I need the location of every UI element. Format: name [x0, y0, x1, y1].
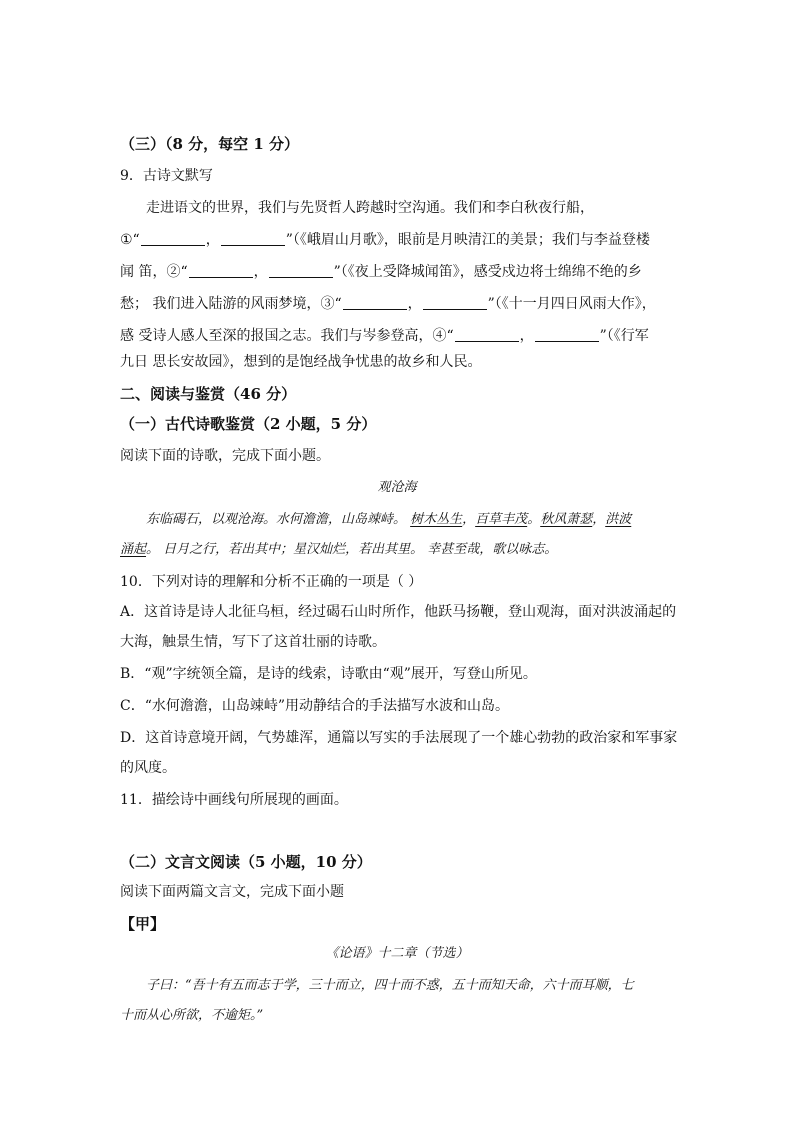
- answer-blank[interactable]: [189, 263, 253, 278]
- option-d-cont: 的风度。: [120, 760, 176, 776]
- underlined-phrase: 百草丰茂: [475, 512, 528, 527]
- question-title: 9．古诗文默写: [120, 168, 213, 184]
- text-title: 《论语》十二章（节选）: [325, 946, 469, 961]
- instruction-text: 阅读下面两篇文言文，完成下面小题: [120, 884, 344, 900]
- poem-line-1: 东临碣石，以观沧海。水何澹澹，山岛竦峙。 树木丛生，百草丰茂。秋风萧瑟，洪波: [146, 512, 632, 527]
- subsection-heading: （一）古代诗歌鉴赏（2 小题，5 分）: [120, 415, 377, 433]
- answer-blank[interactable]: [141, 231, 205, 246]
- option-a: A．这首诗是诗人北征乌桓，经过碣石山时所作，他跃马扬鞭，登山观海，面对洪波涌起的: [120, 604, 677, 620]
- option-c: C．“水何澹澹，山岛竦峙”用动静结合的手法描写水波和山岛。: [120, 698, 510, 714]
- subsection-heading: （二）文言文阅读（5 小题，10 分）: [120, 853, 372, 871]
- instruction-text: 阅读下面的诗歌，完成下面小题。: [120, 448, 330, 464]
- paragraph-text: 九日 思长安故园》，想到的是饱经战争忧患的故乡和人民。: [120, 354, 482, 370]
- underlined-phrase: 秋风萧瑟: [540, 512, 593, 527]
- text-line-1: 子曰：“吾十有五而志于学，三十而立，四十而不惑，五十而知天命，六十而耳顺，七: [146, 978, 634, 993]
- text-line-2: 十而从心所欲，不逾矩。”: [120, 1008, 264, 1023]
- question-11: 11．描绘诗中画线句所展现的画面。: [120, 792, 348, 808]
- fill-line-4: 感 受诗人感人至深的报国之志。我们与岑参登高，④“ ， ”（《行军: [120, 328, 649, 344]
- underlined-phrase: 洪波: [605, 512, 632, 527]
- answer-blank[interactable]: [269, 263, 333, 278]
- fill-line-1: ①“ ， ”（《峨眉山月歌》，眼前是月映清江的美景；我们与李益登楼: [120, 232, 650, 248]
- poem-title: 观沧海: [377, 480, 417, 495]
- underlined-phrase: 树木丛生: [410, 512, 463, 527]
- underlined-phrase: 涌起: [120, 542, 147, 557]
- text-label-jia: 【甲】: [120, 915, 166, 933]
- option-b: B．“观”字统领全篇，是诗的线索，诗歌由“观”展开，写登山所见。: [120, 666, 537, 682]
- fill-line-2: 闻 笛，②“ ， ”（《夜上受降城闻笛》，感受戍边将士绵绵不绝的乡: [120, 264, 642, 280]
- part-heading: 二、阅读与鉴赏（46 分）: [120, 385, 297, 403]
- answer-blank[interactable]: [221, 231, 285, 246]
- answer-blank[interactable]: [455, 327, 519, 342]
- answer-blank[interactable]: [535, 327, 599, 342]
- poem-line-2: 涌起。 日月之行，若出其中；星汉灿烂，若出其里。 幸甚至哉，歌以咏志。: [120, 542, 558, 557]
- option-a-cont: 大海，触景生情，写下了这首壮丽的诗歌。: [120, 634, 386, 650]
- paragraph-text: 走进语文的世界，我们与先贤哲人跨越时空沟通。我们和李白秋夜行船，: [146, 200, 594, 216]
- answer-blank[interactable]: [343, 295, 407, 310]
- option-d: D．这首诗意境开阔，气势雄浑，通篇以写实的手法展现了一个雄心勃勃的政治家和军事家: [120, 730, 678, 746]
- fill-line-3: 愁； 我们进入陆游的风雨梦境，③“ ， ”（《十一月四日风雨大作》，: [120, 296, 656, 312]
- question-10: 10．下列对诗的理解和分析不正确的一项是（ ）: [120, 574, 423, 590]
- answer-blank[interactable]: [423, 295, 487, 310]
- section-heading: （三）（8 分，每空 1 分）: [120, 135, 300, 153]
